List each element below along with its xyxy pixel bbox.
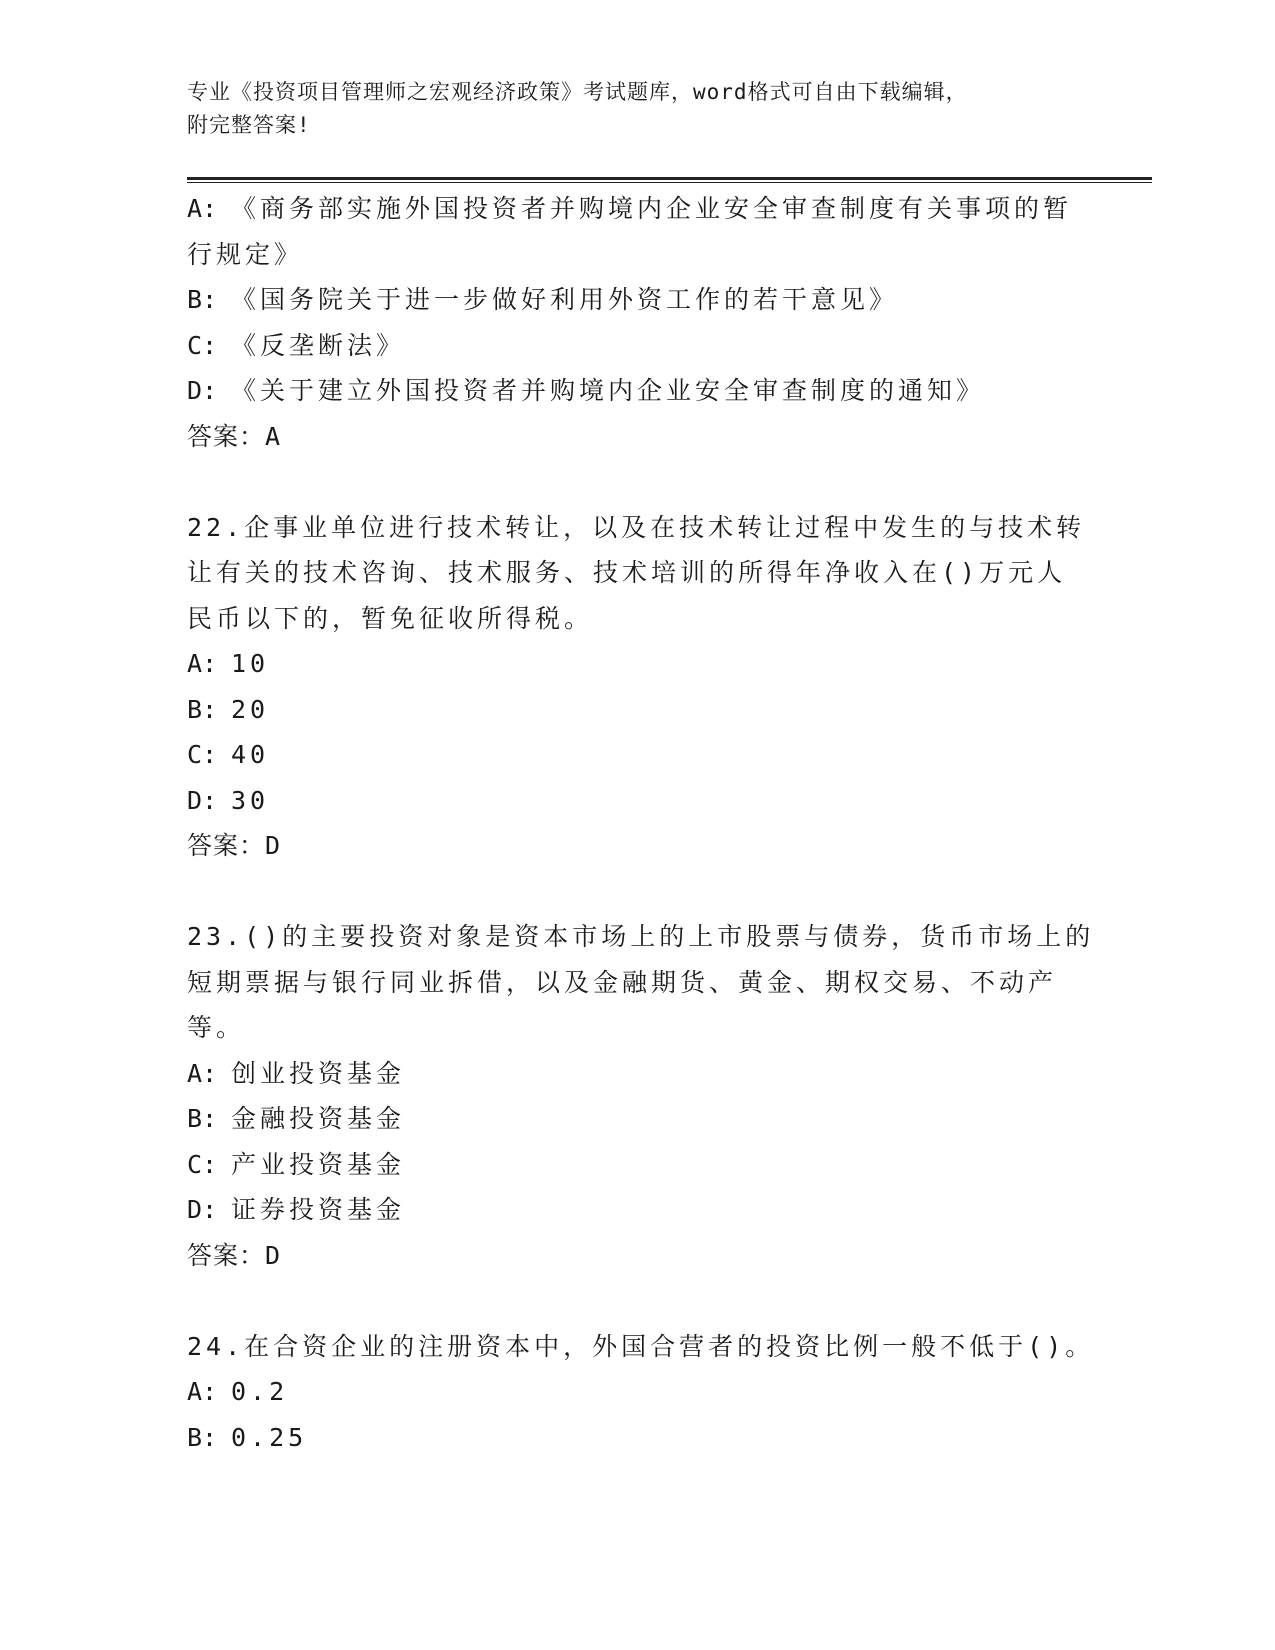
option-a-continued: 行规定》 (187, 239, 304, 269)
option-text: 《反垄断法》 (231, 330, 406, 360)
option-b (187, 1415, 1087, 1461)
option-text: 0.2 (231, 1377, 289, 1406)
option-label: D: (187, 376, 218, 405)
option-text: 证券投资基金 (231, 1195, 406, 1224)
option-text: 10 (231, 649, 270, 678)
option-label: B: (187, 1422, 218, 1452)
spacer (187, 459, 1087, 505)
option-label: A: (187, 1058, 218, 1088)
question-stem-line: 24.在合资企业的注册资本中，外国合营者的投资比例一般不低于()。 (187, 1331, 1095, 1361)
option-text: 《国务院关于进一步做好利用外资工作的若干意见》 (231, 285, 899, 314)
option-text: 40 (231, 740, 270, 769)
option-label: A: (187, 649, 218, 678)
option-text: 30 (231, 785, 270, 815)
question-stem-line: 短期票据与银行同业拆借，以及金融期货、黄金、期权交易、不动产 (187, 967, 1058, 997)
document-header (187, 76, 1087, 142)
option-b (187, 277, 1087, 323)
option-a (187, 186, 1087, 232)
prev-question (187, 186, 1087, 459)
header-divider-thick (187, 177, 1152, 180)
header-divider-thin (187, 182, 1152, 183)
option-label: D: (187, 1195, 218, 1224)
question-stem-line: 22.企事业单位进行技术转让，以及在技术转让过程中发生的与技术转 (187, 512, 1086, 542)
option-text: 《商务部实施外国投资者并购境内企业安全审查制度有关事项的暂 (231, 194, 1073, 223)
option-a (187, 1051, 1087, 1097)
answer-line: 答案：D (187, 831, 282, 860)
answer-line: 答案：D (187, 1240, 282, 1270)
option-text: 0.25 (231, 1422, 308, 1452)
option-text: 《关于建立外国投资者并购境内企业安全审查制度的通知》 (231, 376, 986, 405)
question-24 (187, 1324, 1095, 1461)
spacer (187, 869, 1087, 915)
question-22 (187, 505, 1087, 869)
option-label: C: (187, 740, 218, 769)
option-c (187, 732, 1087, 778)
question-stem-line: 23.()的主要投资对象是资本市场上的上市股票与债券，货币市场上的 (187, 922, 1095, 951)
option-d (187, 368, 1087, 414)
question-stem-line: 让有关的技术咨询、技术服务、技术培训的所得年净收入在()万元人 (187, 558, 1067, 587)
option-b (187, 687, 1087, 733)
option-label: C: (187, 330, 218, 360)
header-line-1: 专业《投资项目管理师之宏观经济政策》考试题库，word格式可自由下载编辑， (187, 80, 968, 104)
option-c (187, 323, 1087, 369)
question-23 (187, 914, 1095, 1278)
option-b (187, 1096, 1087, 1142)
option-label: C: (187, 1149, 218, 1179)
option-label: B: (187, 1104, 218, 1133)
option-a (187, 1369, 1087, 1415)
option-label: B: (187, 694, 218, 724)
option-label: A: (187, 1377, 218, 1406)
option-c (187, 1142, 1087, 1188)
answer-line: 答案：A (187, 421, 282, 451)
option-label: D: (187, 785, 218, 815)
question-stem-line: 民币以下的，暂免征收所得税。 (187, 603, 594, 633)
option-d (187, 778, 1087, 824)
header-line-2: 附完整答案! (187, 113, 311, 137)
option-text: 20 (231, 694, 270, 724)
option-text: 金融投资基金 (231, 1104, 406, 1133)
option-d (187, 1187, 1087, 1233)
question-stem-line: 等。 (187, 1013, 246, 1042)
option-label: B: (187, 285, 218, 314)
option-label: A: (187, 194, 218, 223)
option-text: 创业投资基金 (231, 1058, 406, 1088)
spacer (187, 1278, 1087, 1324)
option-a (187, 641, 1087, 687)
question-content (187, 186, 1095, 1460)
option-text: 产业投资基金 (231, 1149, 406, 1179)
